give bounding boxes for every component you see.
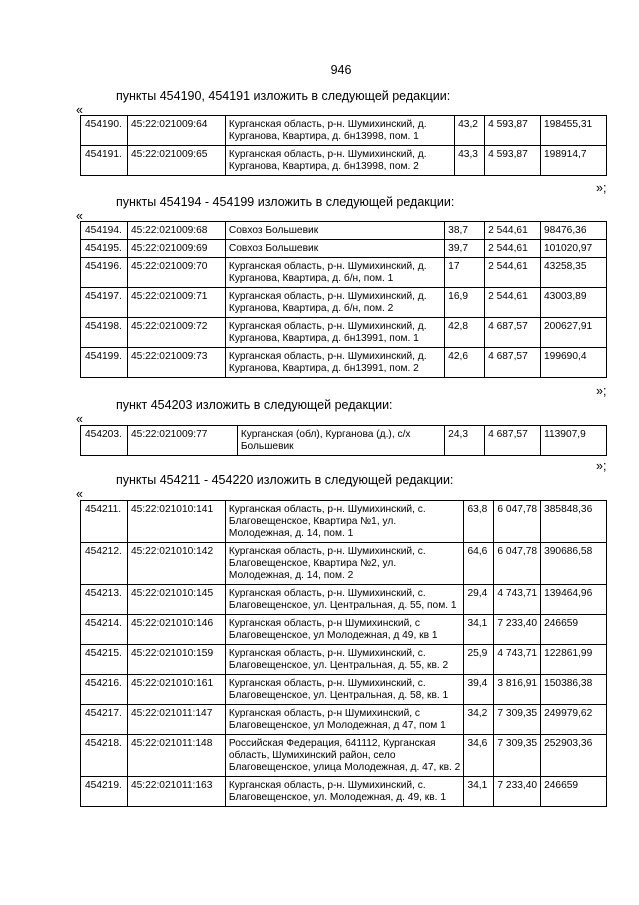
section-intro-3: пункт 454203 изложить в следующей редакции:: [116, 398, 393, 412]
cell-rate: 4 687,57: [485, 348, 541, 378]
cell-area: 39,4: [464, 675, 494, 705]
cell-area: 63,8: [464, 501, 494, 543]
cell-address: Курганская область, р-н Шумихинский, с Благовещенское, ул Молодежная, д 47, пом 1: [225, 705, 464, 735]
cell-item-number: 454198.: [81, 318, 128, 348]
cell-value: 150386,38: [541, 675, 607, 705]
cell-address: Курганская область, р-н. Шумихинский, д. Курганова, Квартира, д. б/н, пом. 2: [225, 288, 444, 318]
cell-rate: 7 233,40: [494, 777, 541, 807]
table-row: [81, 675, 607, 705]
table-block-1: [80, 115, 607, 176]
cell-cadastral-number: 45:22:021009:73: [127, 348, 225, 378]
cell-area: 42,8: [445, 318, 485, 348]
cell-item-number: 454215.: [81, 645, 128, 675]
cell-address: Курганская область, р-н. Шумихинский, д. Курганова, Квартира, д. бн13998, пом. 2: [225, 146, 454, 176]
cell-cadastral-number: 45:22:021011:148: [127, 735, 225, 777]
cell-value: 199690,4: [541, 348, 607, 378]
cell-address: Курганская область, р-н. Шумихинский, с. Благовещенское, ул. Центральная, д. 58, кв. 1: [225, 675, 464, 705]
closing-quote: »;: [596, 384, 607, 398]
cell-item-number: 454195.: [81, 240, 128, 258]
cell-value: 113907,9: [541, 426, 607, 456]
cell-address: Курганская область, р-н. Шумихинский, с. Благовещенское, Квартира №2, ул. Молодежная, д. 14, пом. 2: [225, 543, 464, 585]
cell-cadastral-number: 45:22:021010:159: [127, 645, 225, 675]
cell-rate: 2 544,61: [485, 240, 541, 258]
opening-quote: «: [76, 209, 83, 223]
cell-item-number: 454213.: [81, 585, 128, 615]
cell-item-number: 454218.: [81, 735, 128, 777]
cell-address: Курганская область, р-н. Шумихинский, с. Благовещенское, ул. Центральная, д. 55, пом. 1: [225, 585, 464, 615]
cell-item-number: 454211.: [81, 501, 128, 543]
table-row: [81, 501, 607, 543]
cell-rate: 4 743,71: [494, 645, 541, 675]
cell-cadastral-number: 45:22:021009:70: [127, 258, 225, 288]
cell-address: Курганская область, р-н. Шумихинский, д. Курганова, Квартира, д. бн13991, пом. 1: [225, 318, 444, 348]
cell-item-number: 454199.: [81, 348, 128, 378]
cell-value: 246659: [541, 615, 607, 645]
section-intro-4: пункты 454211 - 454220 изложить в следующей редакции:: [116, 473, 454, 487]
cell-address: Курганская область, р-н. Шумихинский, д. Курганова, Квартира, д. б/н, пом. 1: [225, 258, 444, 288]
cell-cadastral-number: 45:22:021009:68: [127, 222, 225, 240]
opening-quote: «: [76, 103, 83, 117]
cell-address: Курганская область, р-н. Шумихинский, с. Благовещенское, ул. Центральная, д. 55, кв. 2: [225, 645, 464, 675]
cell-address: Курганская область, р-н. Шумихинский, д. Курганова, Квартира, д. бн13991, пом. 2: [225, 348, 444, 378]
cell-area: 29,4: [464, 585, 494, 615]
cell-item-number: 454203.: [81, 426, 128, 456]
table-row: [81, 146, 607, 176]
cell-area: 64,6: [464, 543, 494, 585]
cell-cadastral-number: 45:22:021011:147: [127, 705, 225, 735]
cell-area: 43,3: [455, 146, 485, 176]
table-row: [81, 645, 607, 675]
cell-item-number: 454219.: [81, 777, 128, 807]
cell-cadastral-number: 45:22:021009:72: [127, 318, 225, 348]
cell-cadastral-number: 45:22:021010:142: [127, 543, 225, 585]
cell-cadastral-number: 45:22:021009:71: [127, 288, 225, 318]
cell-rate: 4 687,57: [485, 426, 541, 456]
cell-area: 24,3: [445, 426, 485, 456]
cell-area: 17: [445, 258, 485, 288]
closing-quote: »;: [596, 459, 607, 473]
cell-address: Курганская область, р-н. Шумихинский, д. Курганова, Квартира, д. бн13998, пом. 1: [225, 116, 454, 146]
section-intro-1: пункты 454190, 454191 изложить в следующей редакции:: [116, 89, 451, 103]
cell-address: Курганская область, р-н. Шумихинский, с. Благовещенское, ул. Молодежная, д. 49, кв. 1: [225, 777, 464, 807]
cell-item-number: 454190.: [81, 116, 128, 146]
cell-cadastral-number: 45:22:021009:64: [127, 116, 225, 146]
cell-value: 139464,96: [541, 585, 607, 615]
cell-area: 34,2: [464, 705, 494, 735]
cell-value: 98476,36: [541, 222, 607, 240]
cell-cadastral-number: 45:22:021010:145: [127, 585, 225, 615]
cell-cadastral-number: 45:22:021010:161: [127, 675, 225, 705]
table-row: [81, 116, 607, 146]
cell-item-number: 454196.: [81, 258, 128, 288]
cell-item-number: 454197.: [81, 288, 128, 318]
cell-area: 34,6: [464, 735, 494, 777]
cell-address: Курганская область, р-н Шумихинский, с Благовещенское, ул Молодежная, д 49, кв 1: [225, 615, 464, 645]
cell-rate: 6 047,78: [494, 543, 541, 585]
cell-area: 16,9: [445, 288, 485, 318]
cell-address: Совхоз Большевик: [225, 240, 444, 258]
table-row: [81, 240, 607, 258]
cell-area: 25,9: [464, 645, 494, 675]
cell-address: Курганская область, р-н. Шумихинский, с. Благовещенское, Квартира №1, ул. Молодежная, д. 14, пом. 1: [225, 501, 464, 543]
cell-item-number: 454216.: [81, 675, 128, 705]
cell-cadastral-number: 45:22:021009:69: [127, 240, 225, 258]
cell-area: 38,7: [445, 222, 485, 240]
cell-rate: 2 544,61: [485, 258, 541, 288]
table-row: [81, 348, 607, 378]
cell-item-number: 454212.: [81, 543, 128, 585]
cell-value: 198914,7: [541, 146, 607, 176]
cell-cadastral-number: 45:22:021009:77: [127, 426, 237, 456]
table-row: [81, 318, 607, 348]
cell-value: 43258,35: [541, 258, 607, 288]
cell-address: Совхоз Большевик: [225, 222, 444, 240]
cell-area: 43,2: [455, 116, 485, 146]
cell-value: 122861,99: [541, 645, 607, 675]
table-row: [81, 705, 607, 735]
cell-item-number: 454214.: [81, 615, 128, 645]
cell-value: 198455,31: [541, 116, 607, 146]
cell-rate: 6 047,78: [494, 501, 541, 543]
table-block-2: [80, 221, 607, 378]
opening-quote: «: [76, 412, 83, 426]
table-block-4: [80, 500, 607, 807]
cell-cadastral-number: 45:22:021010:146: [127, 615, 225, 645]
table-row: [81, 777, 607, 807]
cell-rate: 2 544,61: [485, 288, 541, 318]
cell-area: 34,1: [464, 615, 494, 645]
cell-value: 252903,36: [541, 735, 607, 777]
page-number: 946: [330, 63, 352, 77]
cell-address: Российская Федерация, 641112, Курганская область, Шумихинский район, село Благовещенское, улица Молодежная, д. 47, кв. 2: [225, 735, 464, 777]
cell-rate: 3 816,91: [494, 675, 541, 705]
cell-item-number: 454194.: [81, 222, 128, 240]
table-row: [81, 585, 607, 615]
closing-quote: »;: [596, 181, 607, 195]
cell-rate: 2 544,61: [485, 222, 541, 240]
cell-cadastral-number: 45:22:021009:65: [127, 146, 225, 176]
opening-quote: «: [76, 487, 83, 501]
table-row: [81, 543, 607, 585]
cell-rate: 7 233,40: [494, 615, 541, 645]
cell-item-number: 454217.: [81, 705, 128, 735]
section-intro-2: пункты 454194 - 454199 изложить в следующей редакции:: [116, 195, 455, 209]
cell-address: Курганская (обл), Курганова (д.), с/х Большевик: [237, 426, 444, 456]
table-block-3: [80, 425, 607, 456]
cell-value: 200627,91: [541, 318, 607, 348]
cell-rate: 4 593,87: [485, 146, 541, 176]
table-row: [81, 258, 607, 288]
table-row: [81, 288, 607, 318]
cell-value: 390686,58: [541, 543, 607, 585]
table-row: [81, 222, 607, 240]
cell-cadastral-number: 45:22:021011:163: [127, 777, 225, 807]
table-row: [81, 735, 607, 777]
cell-area: 42,6: [445, 348, 485, 378]
cell-rate: 4 687,57: [485, 318, 541, 348]
cell-value: 249979,62: [541, 705, 607, 735]
cell-area: 39,7: [445, 240, 485, 258]
cell-value: 385848,36: [541, 501, 607, 543]
cell-value: 101020,97: [541, 240, 607, 258]
cell-rate: 7 309,35: [494, 705, 541, 735]
cell-value: 246659: [541, 777, 607, 807]
cell-rate: 4 743,71: [494, 585, 541, 615]
cell-area: 34,1: [464, 777, 494, 807]
cell-rate: 7 309,35: [494, 735, 541, 777]
cell-cadastral-number: 45:22:021010:141: [127, 501, 225, 543]
cell-item-number: 454191.: [81, 146, 128, 176]
table-row: [81, 426, 607, 456]
cell-rate: 4 593,87: [485, 116, 541, 146]
table-row: [81, 615, 607, 645]
cell-value: 43003,89: [541, 288, 607, 318]
